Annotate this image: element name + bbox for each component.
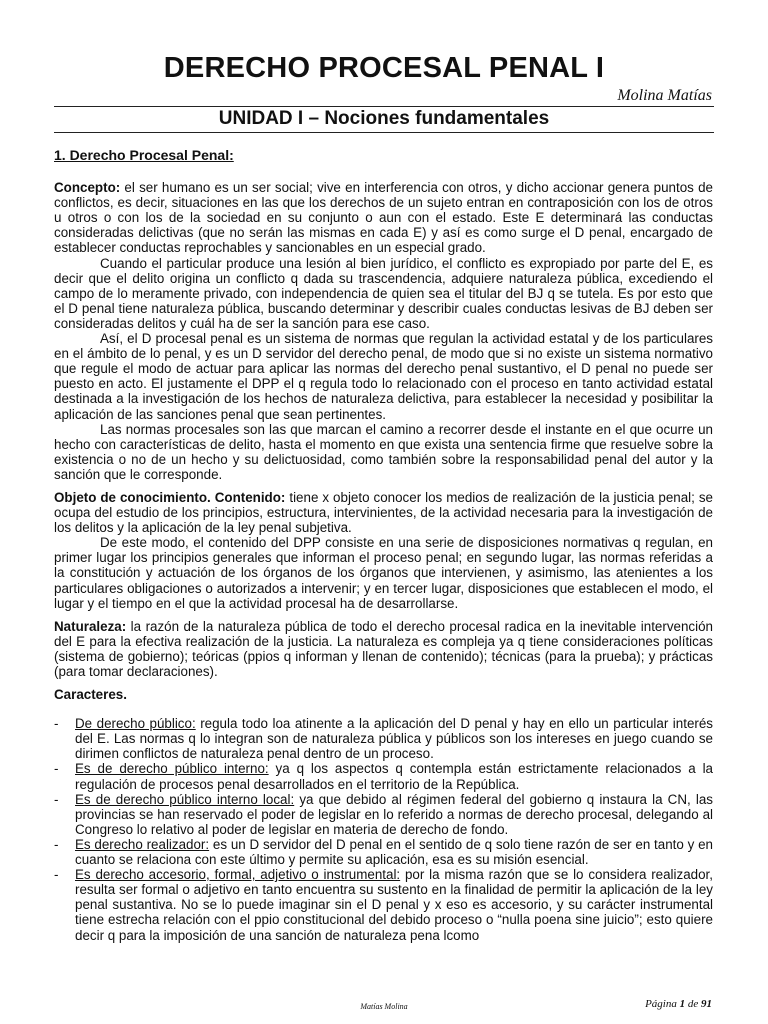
list-dash: - bbox=[54, 791, 59, 807]
naturaleza-paragraph bbox=[54, 619, 713, 679]
list-item-text: por la misma razón que se lo considera realizador, resulta ser formal o adjetivo en tanto encuentra su sustento en la finalidad de permitir la aplicación de la ley penal sustantiva. No se lo puede imaginar sin el D penal y x eso es accesorio, y su carácter instrumental tiene estrecha relación con el ppio constitucional del debido proceso o “nulla poena sine juicio”; esto quiere decir q para la imposición de una sanción de naturaleza pena lcomo bbox=[75, 867, 713, 943]
concepto-label: Concepto: bbox=[54, 180, 121, 196]
list-item bbox=[54, 867, 713, 942]
concepto-paragraph-3: Así, el D procesal penal es un sistema de normas que regulan la actividad estatal y de los particulares en el ámbito de lo penal, y es un D servidor del derecho penal, de modo que si no existe un sistema normativo que regule el modo de actuar para aplicar las normas del derecho penal sustantivo, el D penal no puede ser puesto en acto. El justamente el DPP el q regula todo lo relacionado con el proceso en tanto actividad estatal destinada a la investigación de los hechos de naturaleza delictiva, para establecer la necesidad y posibilitar la aplicación de las sanciones penal que sean pertinentes. bbox=[54, 331, 713, 422]
bottom-rule bbox=[54, 132, 714, 133]
caracteres-list bbox=[54, 716, 713, 942]
objeto-text: tiene x objeto conocer los medios de realización de la justicia penal; se ocupa del estudio de los principios, estructura, intervinientes, de la actividad necesaria para la investigación de los delitos y la aplicación de la ley penal subjetiva. bbox=[54, 489, 713, 536]
naturaleza-text: la razón de la naturaleza pública de todo el derecho procesal radica en la inevitable intervención del E para la efectiva realización de la justicia. La naturaleza es compleja ya q tiene consideraciones políticas (sistema de gobierno); teóricas (ppios q informan y llenan de contenido); técnicas (para la prueba); y prácticas (para tomar declaraciones). bbox=[54, 618, 713, 679]
concepto-paragraph bbox=[54, 180, 713, 255]
page-prefix: Página bbox=[645, 998, 680, 1010]
concepto-paragraph-2: Cuando el particular produce una lesión al bien jurídico, el conflicto es expropiado por parte del E, es decir que el delito origina un conflicto q dada su trascendencia, adquiere naturaleza pública, excediendo el campo de lo meramente privado, con independencia de quien sea el titular del BJ q se tutela. Es por esto que el D penal tiene naturaleza pública, buscando determinar y describir cuales conductas lesivas de BJ deben ser consideradas delitos y cuál ha de ser la sanción para ese caso. bbox=[54, 255, 713, 331]
list-item-term: Es de derecho público interno local: bbox=[75, 791, 295, 807]
unit-title: UNIDAD I – Nociones fundamentales bbox=[218, 108, 550, 129]
list-item bbox=[54, 792, 713, 837]
list-item-term: De derecho público: bbox=[75, 716, 196, 732]
list-item-term: Es derecho accesorio, formal, adjetivo o instrumental: bbox=[75, 867, 401, 883]
list-item bbox=[54, 761, 713, 791]
list-item-text: ya que debido al régimen federal del gobierno q instaura la CN, las provincias se han reservado el poder de legislar en lo referido a normas de derecho procesal, delegando al Congreso lo relativo al poder de legislar en materia de derecho de fondo. bbox=[75, 791, 713, 837]
list-item bbox=[54, 837, 713, 867]
objeto-label: Objeto de conocimiento. Contenido: bbox=[54, 489, 286, 505]
document-body bbox=[54, 148, 713, 943]
page-current: 1 bbox=[679, 998, 686, 1010]
top-rule bbox=[54, 106, 714, 107]
objeto-paragraph bbox=[54, 490, 713, 535]
list-item-term: Es derecho realizador: bbox=[75, 836, 210, 852]
concepto-paragraph-4: Las normas procesales son las que marcan el camino a recorrer desde el instante en el que ocurre un hecho con características de delito, hasta el momento en que exista una sentencia firme que resuelve sobre la existencia o no de un hecho y su delictuosidad, como también sobre la responsabilidad penal del autor y la sanción que le corresponde. bbox=[54, 421, 713, 482]
list-dash: - bbox=[54, 836, 59, 852]
list-item-text: ya q los aspectos q contempla están estrictamente relacionados a la regulación de procesos penal desarrollados en el territorio de la República. bbox=[75, 761, 713, 792]
list-item-text: regula todo loa atinente a la aplicación del D penal y hay en ello un particular interés del E. Las normas q lo integran son de naturaleza pública y públicos son los intereses en juego cuando se dirimen conflictos de naturaleza penal dentro de un proceso. bbox=[75, 716, 713, 762]
page-number bbox=[645, 998, 712, 1010]
author-name: Molina Matías bbox=[617, 87, 712, 104]
objeto-paragraph-2: De este modo, el contenido del DPP consiste en una serie de disposiciones normativas q regulan, en primer lugar los principios generales que informan el proceso penal; en segundo lugar, las normas referidas a la constitución y actuación de los órganos de los órganos que intervienen, y asimismo, las atenientes a los particulares obligaciones o autorizados a intervenir; y en tercer lugar, disposiciones que establecen el modo, el lugar y el tiempo en el que la actividad procesal ha de desarrollarse. bbox=[54, 535, 713, 611]
list-item bbox=[54, 716, 713, 761]
document-title: DERECHO PROCESAL PENAL I bbox=[163, 52, 605, 84]
caracteres-heading: Caracteres. bbox=[54, 687, 127, 703]
list-item-text: es un D servidor del D penal en el sentido de q solo tiene razón de ser en tanto y en cuanto se relaciona con este último y permite su aplicación, esa es su misión esencial. bbox=[75, 836, 714, 868]
list-item-term: Es de derecho público interno: bbox=[75, 761, 269, 777]
section-heading: 1. Derecho Procesal Penal: bbox=[54, 147, 234, 163]
page-sep: de bbox=[685, 998, 701, 1010]
footer-author: Matías Molina bbox=[360, 1002, 408, 1011]
list-dash: - bbox=[54, 761, 59, 777]
page-total: 91 bbox=[701, 998, 712, 1010]
list-dash: - bbox=[54, 867, 59, 883]
list-dash: - bbox=[54, 716, 59, 732]
concepto-text: el ser humano es un ser social; vive en interferencia con otros, y dicho accionar genera puntos de conflictos, es decir, situaciones en las que los derechos de un sujeto entran en contraposición con los de otros u otros o con los de la sociedad en su conjunto o aun con el estado. Este E determinará las conductas consideradas delictivas (que no serán las mismas en cada E) y así es como surge el D penal, encargado de establecer conductas reprochables y sancionables en un especial grado. bbox=[54, 180, 713, 256]
naturaleza-label: Naturaleza: bbox=[54, 618, 127, 634]
